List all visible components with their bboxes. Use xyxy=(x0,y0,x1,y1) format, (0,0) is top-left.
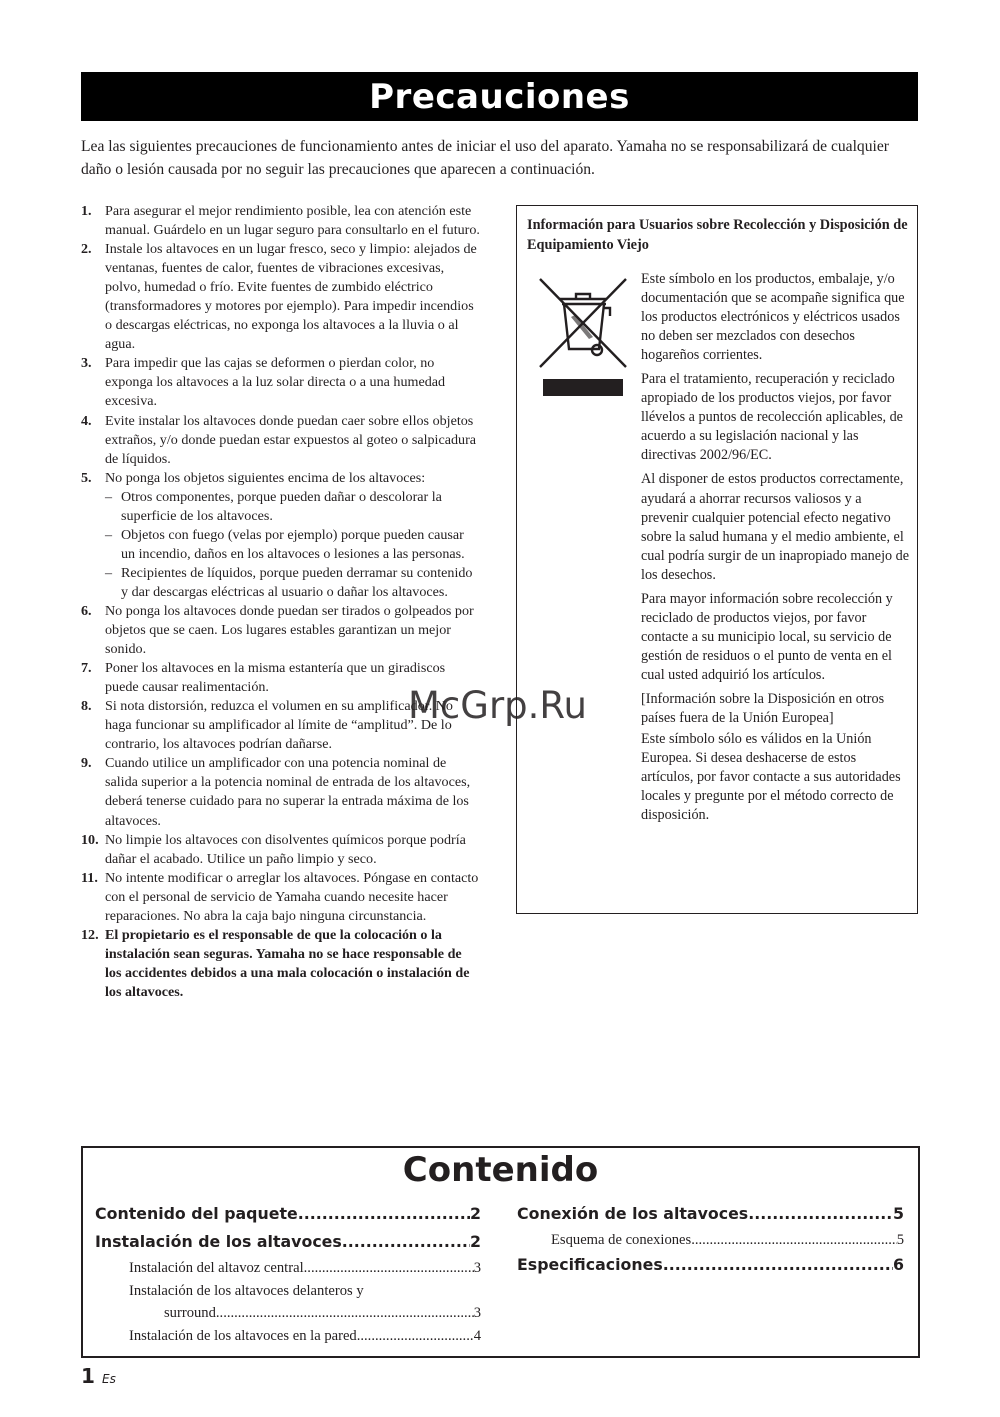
crossed-out-wheelie-bin-icon xyxy=(535,275,631,401)
sub-list-item: – Objetos con fuego (velas por ejemplo) porque pueden causar un incendio, daños en los altavoces o lesiones a las personas. xyxy=(105,526,465,562)
toc-entry[interactable]: Contenido del paquete ..... 2 xyxy=(95,1204,481,1230)
toc-left-column xyxy=(95,1204,481,1350)
info-box-text xyxy=(641,270,911,830)
toc-entry[interactable]: Especificaciones ..... 6 xyxy=(517,1255,904,1281)
toc-entry[interactable]: Instalación de los altavoces en la pared ..... 4 xyxy=(95,1328,481,1351)
info-box-title: Información para Usuarios sobre Recolección y Disposición de Equipamiento Viejo xyxy=(527,217,908,253)
intro-paragraph: Lea las siguientes precauciones de funcionamiento antes de iniciar el uso del aparato. Yamaha no se responsabilizará de cualquier daño o lesión causada por no seguir las precauciones que aparecen a continuación. xyxy=(81,138,889,178)
precautions-list xyxy=(81,202,481,1002)
info-paragraph: Este símbolo en los productos, embalaje, y/o documentación que se acompañe significa que los productos electrónicos y eléctricos usados no deben ser mezclados con desechos hogareños corrientes. xyxy=(641,271,905,364)
toc-entry[interactable]: surround ..... 3 xyxy=(95,1305,481,1328)
toc-entry[interactable]: Conexión de los altavoces ..... 5 xyxy=(517,1204,904,1230)
watermark: McGrp.Ru xyxy=(408,684,587,727)
list-item: 7. Poner los altavoces en la misma estantería que un giradiscos puede causar realimentación. xyxy=(81,660,446,696)
list-item: 5. No ponga los objetos siguientes encima de los altavoces: – Otros componentes, porque pueden dañar o descolorar la superficie de los altavoces. – Objetos con fuego (velas por ejemplo) porque pueden causar un incendio, daños en los altavoces o lesiones a las personas. – Recipientes de líquidos, porque pueden derramar su contenido y dar descargas eléctricas al usuario o dañar los altavoces. xyxy=(81,469,481,602)
list-item: 8. Si nota distorsión, reduzca el volumen en su amplificador. No haga funcionar su amplificador al límite de “amplitud”. De lo contrario, los altavoces podrían dañarse. xyxy=(81,698,453,753)
sub-list xyxy=(105,488,481,602)
list-item: 9. Cuando utilice un amplificador con una potencia nominal de salida superior a la potencia nominal de entrada de los altavoces, deberá tenerse cuidado para no superar la entrada máxima de los altavoces. xyxy=(81,755,471,829)
page-number: 1 xyxy=(81,1364,95,1388)
page-title: Precauciones xyxy=(369,76,630,117)
title-bar xyxy=(81,72,918,121)
table-of-contents xyxy=(81,1146,920,1358)
disposal-info-box xyxy=(516,205,918,914)
toc-entry[interactable]: Instalación del altavoz central ..... 3 xyxy=(95,1260,481,1283)
info-paragraph: Para mayor información sobre recolección y reciclado de productos viejos, por favor contacte a su municipio local, su servicio de gestión de residuos o el punto de venta en el cual usted adquirió los artículos. xyxy=(641,590,893,683)
info-paragraph: Al disponer de estos productos correctamente, ayudará a ahorrar recursos valiosos y a prevenir cualquier potencial efecto negativo sobre la salud humana y el medio ambiente, el cual podría surgir de un inapropiado manejo de los desechos. xyxy=(641,471,910,583)
contents-title: Contenido xyxy=(402,1150,599,1190)
language-code: Es xyxy=(102,1372,116,1386)
sub-list-item: – Otros componentes, porque pueden dañar o descolorar la superficie de los altavoces. xyxy=(105,488,442,524)
info-paragraph: [Información sobre la Disposición en otros países fuera de la Unión Europea] xyxy=(641,690,885,727)
list-item: 1. Para asegurar el mejor rendimiento posible, lea con atención este manual. Guárdelo en un lugar seguro para consultarlo en el futuro. xyxy=(81,203,480,239)
toc-right-column xyxy=(517,1204,904,1283)
toc-entry[interactable]: Instalación de los altavoces ..... 2 xyxy=(95,1232,481,1258)
info-paragraph: Para el tratamiento, recuperación y reciclado apropiado de los productos viejos, por favor llévelos a puntos de recolección aplicables, de acuerdo a su legislación nacional y las directivas 2002/96/EC. xyxy=(641,371,903,464)
list-item: 10. No limpie los altavoces con disolventes químicos porque podría dañar el acabado. Utilice un paño limpio y seco. xyxy=(81,831,466,867)
sub-list-item: – Recipientes de líquidos, porque pueden derramar su contenido y dar descargas eléctricas al usuario o dañar los altavoces. xyxy=(105,564,473,600)
list-item: 4. Evite instalar los altavoces donde puedan caer sobre ellos objetos extraños, y/o donde puedan estar expuestos al goteo o salpicadura de líquidos. xyxy=(81,412,477,467)
info-paragraph: Este símbolo sólo es válidos en la Unión Europea. Si desea deshacerse de estos artículos, por favor contacte a sus autoridades locales y pregunte por el método correcto de disposición. xyxy=(641,731,901,824)
list-item: 3. Para impedir que las cajas se deformen o pierdan color, no exponga los altavoces a la luz solar directa o a una humedad excesiva. xyxy=(81,355,446,410)
list-item: 2. Instale los altavoces en un lugar fresco, seco y limpio: alejados de ventanas, fuentes de calor, fuentes de vibraciones excesivas, polvo, humedad o frío. Evite fuentes de zumbido eléctrico (transformadores y motores por ejemplo). Para impedir incendios o descargas eléctricas, no exponga los altavoces a la lluvia o al agua. xyxy=(81,241,477,353)
list-item: 11. No intente modificar o arreglar los altavoces. Póngase en contacto con el personal de servicio de Yamaha cuando necesite hacer reparaciones. No abra la caja bajo ninguna circunstancia. xyxy=(81,869,479,924)
page-footer xyxy=(81,1364,116,1388)
toc-entry[interactable]: Instalación de los altavoces delanteros y xyxy=(129,1282,364,1299)
list-item: 6. No ponga los altavoces donde puedan ser tirados o golpeados por objetos que se caen. Los lugares estables garantizan un mejor sonido. xyxy=(81,602,474,658)
list-item: 12. El propietario es el responsable de que la colocación o la instalación sean seguras. Yamaha no se hace responsable de los accidentes debidos a una mala colocación o instalación de los altavoces. xyxy=(81,926,470,1000)
toc-entry[interactable]: Esquema de conexiones ..... 5 xyxy=(517,1232,904,1255)
